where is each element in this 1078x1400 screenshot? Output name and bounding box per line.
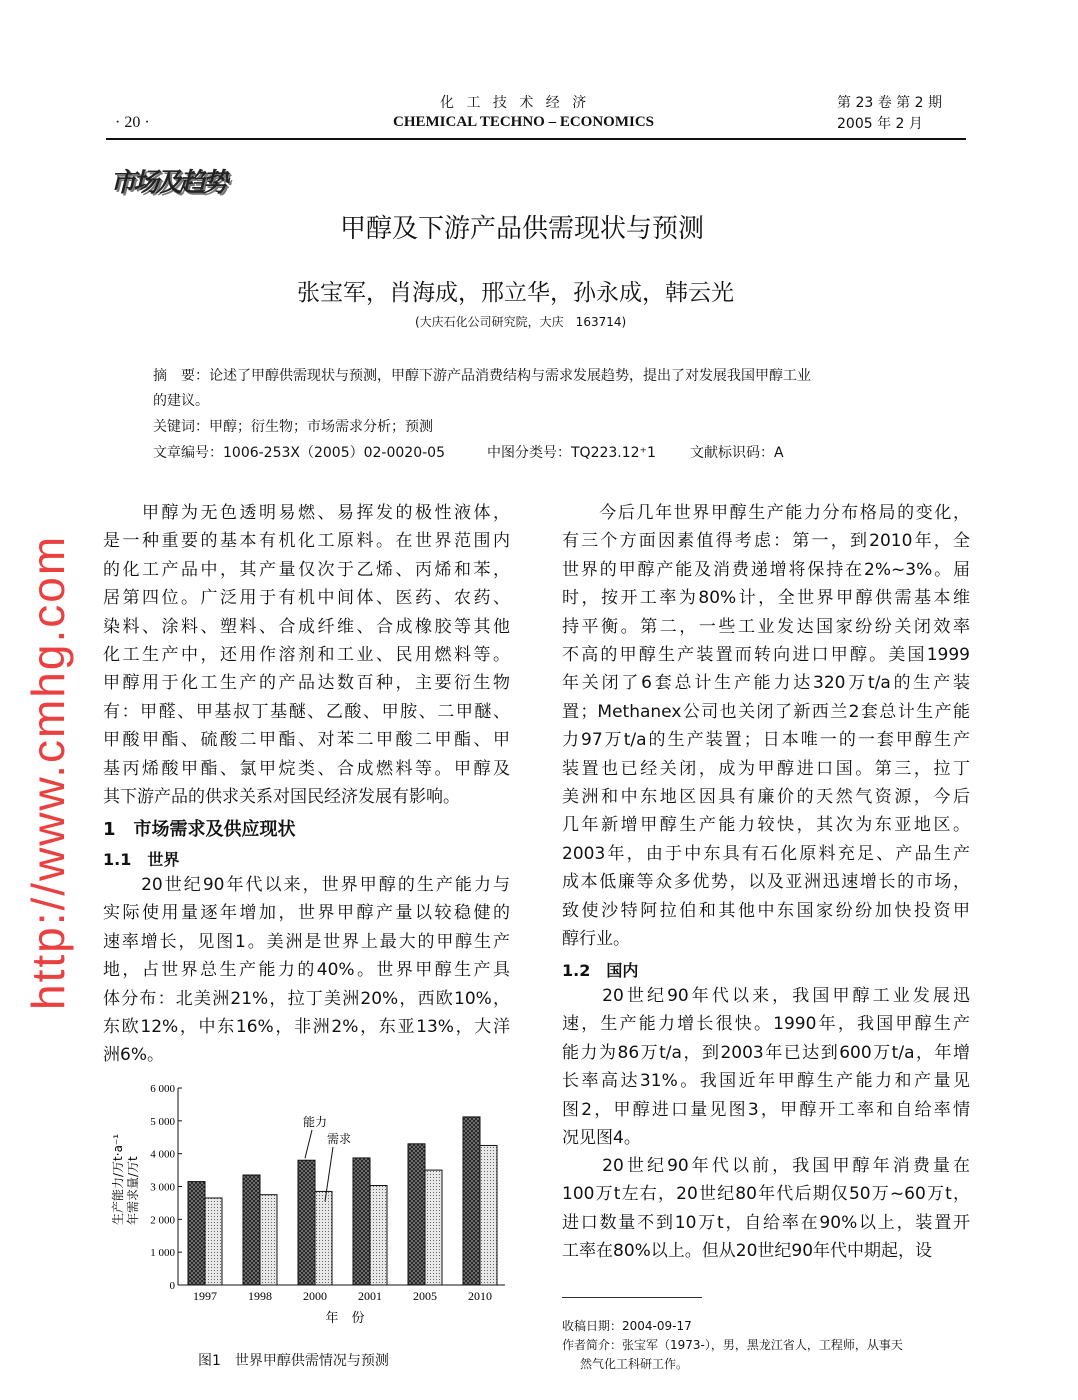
document-code: 文献标识码：A	[690, 445, 784, 461]
x-tick-label: 2005	[413, 1289, 437, 1303]
annotation-line	[305, 1130, 312, 1158]
text-line: 醇行业。	[562, 929, 630, 949]
y-tick-label: 5 000	[150, 1115, 175, 1128]
text-line: 今后几年世界甲醇生产能力分布格局的变化，	[562, 503, 970, 523]
journal-name-en: CHEMICAL TECHNO – ECONOMICS	[393, 114, 655, 130]
text-line: 其下游产品的供求关系对国民经济发展有影响。	[103, 787, 460, 807]
bar-demand	[370, 1186, 387, 1285]
column-label: 市场及趋势	[110, 168, 226, 198]
text-line: 工率在80%以上。但从20世纪90年代中期起，设	[562, 1241, 933, 1262]
bar-demand	[205, 1198, 222, 1285]
text-line: 2003年，由于中东具有石化原料充足、产品生产	[562, 843, 970, 864]
received-date: 收稿日期：2004-09-17	[562, 1319, 692, 1333]
text-line: 不高的甲醇生产装置而转向进口甲醇。美国1999	[562, 645, 970, 665]
text-line: 甲醇用于化工生产的产品达数百种，主要衍生物	[103, 673, 510, 694]
text-line: 实际使用量逐年增加，世界甲醇产量以较稳健的	[103, 903, 510, 924]
bar-capacity	[463, 1117, 480, 1285]
text-line: 染料、涂料、塑料、合成纤维、合成橡胶等其他	[103, 616, 510, 637]
text-line: 成本低廉等众多优势，以及亚洲迅速增长的市场，	[562, 872, 970, 893]
article-title: 甲醇及下游产品供需现状与预测	[340, 214, 705, 244]
text-line: 年关闭了6套总计生产能力达320万t/a的生产装	[562, 673, 970, 694]
text-line: 图2，甲醇进口量见图3，甲醇开工率和自给率情	[562, 1099, 970, 1120]
text-line: 致使沙特阿拉伯和其他中东国家纷纷加快投资甲	[562, 900, 970, 921]
text-line: 体分布：北美洲21%，拉丁美洲20%，西欧10%，	[103, 988, 510, 1009]
x-tick-label: 2010	[468, 1289, 492, 1303]
text-line: 长率高达31%。我国近年甲醇生产能力和产量见	[562, 1071, 970, 1092]
bar-demand	[315, 1191, 332, 1285]
x-tick-label: 1997	[193, 1289, 217, 1303]
text-line: 东欧12%，中东16%，非洲2%，东亚13%，大洋	[103, 1017, 510, 1037]
text-line: 20世纪90年代以来，我国甲醇工业发展迅	[562, 986, 970, 1006]
bar-capacity	[353, 1158, 370, 1285]
x-tick-label: 2000	[303, 1289, 327, 1303]
abstract-line-2: 的建议。	[153, 393, 209, 409]
section-heading-1-1: 1.1 世界	[103, 850, 180, 869]
text-line: 速，生产能力增长很快。1990年，我国甲醇生产	[562, 1014, 970, 1035]
text-line: 20世纪90年代以来，世界甲醇的生产能力与	[103, 875, 510, 895]
volume-issue: 第 23 卷 第 2 期	[837, 95, 942, 111]
text-line: 有：甲醛、甲基叔丁基醚、乙酸、甲胺、二甲醚、	[103, 701, 510, 722]
text-line: 甲酸甲酯、硫酸二甲酯、对苯二甲酸二甲酯、甲	[103, 730, 510, 751]
journal-name-cn: 化 工 技 术 经 济	[440, 95, 591, 111]
text-line: 甲醇为无色透明易燃、易挥发的极性液体，	[103, 503, 510, 523]
text-line: 化工生产中，还用作溶剂和工业、民用燃料等。	[103, 645, 510, 665]
y-tick-label: 4 000	[150, 1148, 175, 1161]
text-line: 洲6%。	[103, 1045, 164, 1066]
y-tick-label: 3 000	[150, 1181, 175, 1194]
text-line: 装置也已经关闭，成为甲醇进口国。第三，拉丁	[562, 758, 970, 779]
text-line: 地，占世界总生产能力的40%。世界甲醇生产具	[103, 960, 510, 981]
issue-date: 2005 年 2 月	[837, 116, 923, 132]
text-line: 速率增长，见图1。美洲是世界上最大的甲醇生产	[103, 931, 510, 952]
affiliation: (大庆石化公司研究院，大庆 163714)	[415, 315, 627, 329]
bar-capacity	[408, 1144, 425, 1285]
figure-1-caption: 图1 世界甲醇供需情况与预测	[198, 1353, 389, 1369]
y-tick-label: 2 000	[150, 1214, 175, 1227]
text-line: 持平衡。第二，一些工业发达国家纷纷关闭效率	[562, 616, 970, 637]
text-line: 时，按开工率为80%计，全世界甲醇供需基本维	[562, 588, 970, 609]
text-line: 基丙烯酸甲酯、氯甲烷类、合成燃料等。甲醇及	[103, 758, 510, 779]
text-line: 世界的甲醇产能及消费递增将保持在2%~3%。届	[562, 559, 970, 580]
text-line: 居第四位。广泛用于有机中间体、医药、农药、	[103, 588, 510, 609]
author-bio: 作者简介：张宝军（1973-），男，黑龙江省人，工程师，从事天	[562, 1338, 903, 1352]
y-tick-label: 1 000	[150, 1247, 175, 1260]
abstract-line-1: 摘 要：论述了甲醇供需现状与预测，甲醇下游产品消费结构与需求发展趋势，提出了对发展我国甲醇工业	[153, 368, 811, 384]
bar-demand	[425, 1170, 442, 1285]
header-rule	[106, 138, 966, 140]
y-axis-title-capacity: 生产能力/万t·a⁻¹	[111, 1133, 125, 1225]
x-axis-title: 年 份	[325, 1311, 365, 1326]
series-label-capacity: 能力	[303, 1115, 328, 1129]
page-number: · 20 ·	[115, 114, 150, 131]
bar-capacity	[298, 1160, 315, 1285]
bar-capacity	[243, 1175, 260, 1285]
bar-capacity	[188, 1182, 205, 1285]
y-tick-label: 0	[169, 1280, 175, 1292]
figure-1-chart	[100, 1075, 520, 1375]
text-line: 100万t左右，20世纪80年代后期仅50万~60万t，	[562, 1184, 970, 1205]
x-tick-label: 1998	[248, 1289, 272, 1303]
text-line: 的化工产品中，其产量仅次于乙烯、丙烯和苯，	[103, 559, 510, 580]
text-line: 能力为86万t/a，到2003年已达到600万t/a，年增	[562, 1042, 970, 1063]
text-line: 置；Methanex公司也关闭了新西兰2套总计生产能	[562, 701, 970, 722]
section-heading-1-2: 1.2 国内	[562, 961, 639, 980]
y-tick-label: 6 000	[150, 1083, 175, 1095]
text-line: 几年新增甲醇生产能力较快，其次为东亚地区。	[562, 815, 970, 836]
text-line: 有三个方面因素值得考虑：第一，到2010年，全	[562, 531, 970, 552]
footnote-rule	[562, 1297, 702, 1298]
text-line: 是一种重要的基本有机化工原料。在世界范围内	[103, 531, 510, 552]
series-label-demand: 需求	[327, 1132, 352, 1146]
text-line: 20世纪90年代以前，我国甲醇年消费量在	[562, 1156, 970, 1176]
author-bio-cont: 然气化工科研工作。	[580, 1357, 689, 1371]
watermark: http://www.cmhg.com	[22, 534, 74, 1010]
section-heading-1: 1 市场需求及供应现状	[103, 819, 296, 840]
x-tick-label: 2001	[358, 1289, 382, 1303]
clc-number: 中图分类号：TQ223.12⁺1	[487, 445, 656, 461]
bar-demand	[260, 1195, 277, 1285]
text-line: 况见图4。	[562, 1128, 641, 1148]
keywords: 关键词：甲醇；衍生物；市场需求分析；预测	[153, 419, 433, 435]
article-number: 文章编号：1006-253X（2005）02-0020-05	[153, 445, 445, 461]
bar-demand	[480, 1145, 497, 1285]
text-line: 美洲和中东地区因具有廉价的天然气资源，今后	[562, 787, 970, 807]
y-axis-title-demand: 年需求量/万t	[126, 1156, 140, 1225]
text-line: 进口数量不到10万t，自给率在90%以上，装置开	[562, 1212, 970, 1233]
authors: 张宝军，肖海成，邢立华，孙永成，韩云光	[297, 280, 734, 306]
text-line: 力97万t/a的生产装置；日本唯一的一套甲醇生产	[562, 730, 970, 751]
